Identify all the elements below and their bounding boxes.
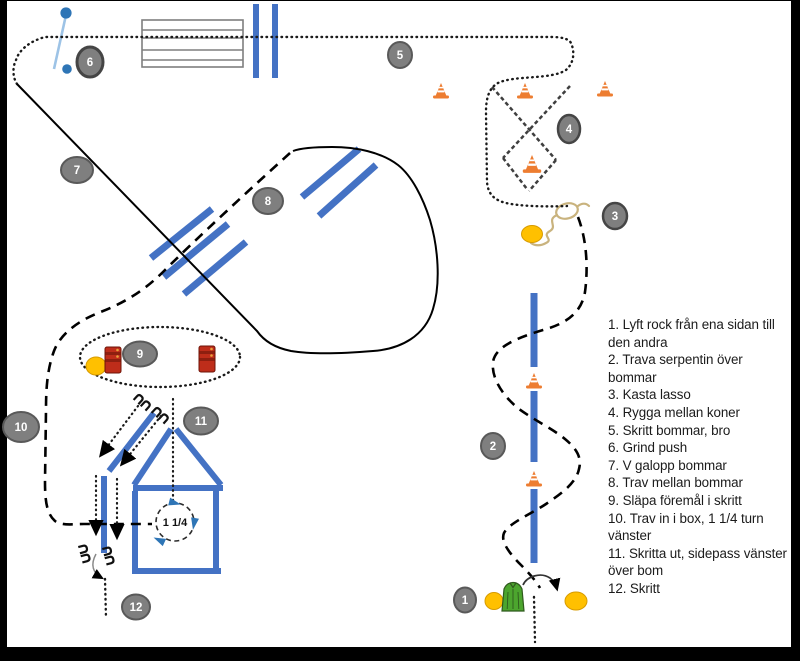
canter-poles xyxy=(151,209,246,294)
gate-pivot-dot xyxy=(60,7,71,18)
barrel-icon xyxy=(105,347,121,373)
trot-path-dashed xyxy=(45,153,290,524)
yellow-ball xyxy=(522,226,543,243)
cone-icon xyxy=(517,83,533,99)
station-marker-10 xyxy=(3,412,39,442)
gate-obstacle xyxy=(54,7,72,73)
trot-poles xyxy=(302,149,376,216)
barrel-icon xyxy=(199,346,215,372)
svg-text:10: 10 xyxy=(14,422,28,434)
station-marker-6 xyxy=(77,47,103,77)
turn-arrowhead-icon xyxy=(152,534,166,546)
station-marker-3 xyxy=(603,203,627,229)
coat-icon xyxy=(502,583,524,612)
exercise-item: 10. Trav in i box, 1 1/4 turn vänster xyxy=(608,510,764,544)
spring-marker-icon xyxy=(102,547,114,564)
exercise-item: 1. Lyft rock från ena sidan till den andra xyxy=(608,317,775,350)
exercise-item: 5. Skritt bommar, bro xyxy=(608,422,731,438)
exercise-item: 11. Skritta ut, sidepass vänster över bom xyxy=(608,545,787,579)
station-marker-12 xyxy=(122,595,150,620)
svg-text:7: 7 xyxy=(73,165,81,177)
svg-text:4: 4 xyxy=(565,124,573,136)
exercise-item: 3. Kasta lasso xyxy=(608,387,691,403)
station-marker-9 xyxy=(123,342,157,367)
svg-text:11: 11 xyxy=(194,416,208,428)
station-marker-7 xyxy=(61,157,93,183)
station-marker-11 xyxy=(184,408,218,435)
turn-label: 1 1/4 xyxy=(162,517,188,529)
turn-circle xyxy=(152,498,199,546)
cone-icon xyxy=(526,373,542,389)
spring-marker-icon xyxy=(134,394,151,411)
drag-circle-path xyxy=(80,327,240,387)
station-marker-5 xyxy=(388,42,412,68)
exercise-list xyxy=(608,316,794,598)
cone-icon xyxy=(526,471,542,487)
svg-text:12: 12 xyxy=(129,602,143,614)
svg-text:6: 6 xyxy=(86,57,94,69)
walk-out-arrow xyxy=(93,554,102,578)
exercise-item: 12. Skritt xyxy=(608,580,660,596)
svg-text:3: 3 xyxy=(611,211,619,223)
exercise-item: 8. Trav mellan bommar xyxy=(608,475,743,491)
bridge-obstacle xyxy=(142,20,243,67)
yellow-ball xyxy=(86,357,106,375)
serpentine-path-dashed xyxy=(493,217,587,588)
exercise-item: 9. Släpa föremål i skritt xyxy=(608,492,742,508)
yellow-ball xyxy=(565,592,587,610)
top-poles xyxy=(256,4,275,78)
box-obstacle xyxy=(132,429,223,571)
cone-icon xyxy=(523,155,541,173)
exit-path-station12 xyxy=(105,579,106,618)
exercise-item: 2. Trava serpentin över bommar xyxy=(608,352,743,385)
station-marker-2 xyxy=(481,433,505,459)
station-marker-4 xyxy=(558,115,580,143)
exit-path-station1 xyxy=(534,597,535,642)
exercise-item: 6. Grind push xyxy=(608,440,688,456)
gate-end-dot xyxy=(62,64,72,74)
yellow-ball xyxy=(485,593,503,610)
backing-pattern xyxy=(492,86,570,191)
svg-text:1: 1 xyxy=(461,595,469,607)
svg-text:2: 2 xyxy=(489,441,497,453)
station-marker-1 xyxy=(454,588,476,613)
station-marker-8 xyxy=(253,188,283,214)
exercise-item: 7. V galopp bommar xyxy=(608,457,727,473)
cone-icon xyxy=(433,83,449,99)
exercise-item: 4. Rygga mellan koner xyxy=(608,404,740,420)
svg-text:9: 9 xyxy=(136,349,144,361)
svg-text:5: 5 xyxy=(396,50,404,62)
cone-icon xyxy=(597,81,613,97)
canter-path-solid xyxy=(17,84,438,353)
spring-marker-icon xyxy=(78,545,90,562)
svg-text:8: 8 xyxy=(264,196,272,208)
turn-arrowhead-icon xyxy=(189,517,199,530)
